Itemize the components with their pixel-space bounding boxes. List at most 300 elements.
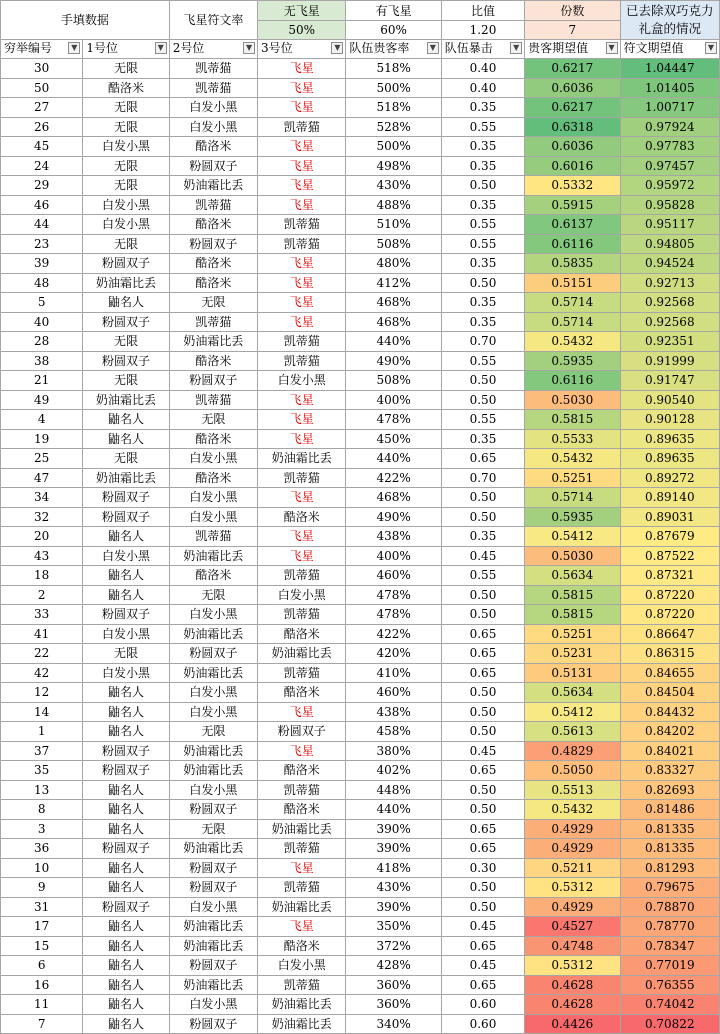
cell-rune-exp[interactable]: 0.77019 (620, 956, 719, 976)
cell-id[interactable]: 23 (1, 234, 83, 254)
cell-crit[interactable]: 0.50 (441, 585, 524, 605)
cell-id[interactable]: 5 (1, 293, 83, 313)
cell-pos2[interactable]: 酷洛米 (169, 273, 257, 293)
cell-guest-exp[interactable]: 0.4426 (525, 1014, 620, 1034)
cell-id[interactable]: 26 (1, 117, 83, 137)
cell-pos2[interactable]: 白发小黑 (169, 683, 257, 703)
cell-rune-exp[interactable]: 0.87220 (620, 605, 719, 625)
cell-id[interactable]: 33 (1, 605, 83, 625)
cell-crit[interactable]: 0.55 (441, 117, 524, 137)
cell-guest-rate[interactable]: 440% (346, 800, 441, 820)
cell-pos1[interactable]: 白发小黑 (83, 624, 169, 644)
cell-pos3[interactable]: 奶油霜比丢 (258, 1014, 346, 1034)
cell-rune-exp[interactable]: 0.76355 (620, 975, 719, 995)
cell-id[interactable]: 29 (1, 176, 83, 196)
cell-rune-exp[interactable]: 0.87321 (620, 566, 719, 586)
cell-pos1[interactable]: 粉圆双子 (83, 839, 169, 859)
cell-pos1[interactable]: 鼬名人 (83, 683, 169, 703)
cell-guest-exp[interactable]: 0.6116 (525, 371, 620, 391)
cell-crit[interactable]: 0.50 (441, 702, 524, 722)
cell-pos1[interactable]: 粉圆双子 (83, 488, 169, 508)
cell-pos2[interactable]: 凯蒂猫 (169, 527, 257, 547)
cell-pos2[interactable]: 酷洛米 (169, 137, 257, 157)
cell-guest-exp[interactable]: 0.6318 (525, 117, 620, 137)
cell-pos1[interactable]: 鼬名人 (83, 819, 169, 839)
cell-guest-rate[interactable]: 458% (346, 722, 441, 742)
cell-crit[interactable]: 0.35 (441, 527, 524, 547)
cell-guest-exp[interactable]: 0.5312 (525, 956, 620, 976)
cell-guest-rate[interactable]: 488% (346, 195, 441, 215)
cell-crit[interactable]: 0.50 (441, 683, 524, 703)
cell-pos1[interactable]: 鼬名人 (83, 585, 169, 605)
cell-rune-exp[interactable]: 0.81293 (620, 858, 719, 878)
cell-pos2[interactable]: 白发小黑 (169, 605, 257, 625)
cell-rune-exp[interactable]: 0.84021 (620, 741, 719, 761)
cell-rune-exp[interactable]: 0.91999 (620, 351, 719, 371)
cell-guest-rate[interactable]: 468% (346, 293, 441, 313)
cell-guest-exp[interactable]: 0.5412 (525, 527, 620, 547)
cell-guest-rate[interactable]: 498% (346, 156, 441, 176)
cell-pos3[interactable]: 奶油霜比丢 (258, 995, 346, 1015)
cell-guest-exp[interactable]: 0.5312 (525, 878, 620, 898)
cell-pos2[interactable]: 白发小黑 (169, 98, 257, 118)
cell-id[interactable]: 13 (1, 780, 83, 800)
cell-pos3[interactable]: 酷洛米 (258, 936, 346, 956)
cell-id[interactable]: 43 (1, 546, 83, 566)
cell-pos2[interactable]: 无限 (169, 585, 257, 605)
cell-id[interactable]: 27 (1, 98, 83, 118)
cell-pos3[interactable]: 凯蒂猫 (258, 215, 346, 235)
cell-pos3[interactable]: 白发小黑 (258, 585, 346, 605)
cell-pos2[interactable]: 白发小黑 (169, 780, 257, 800)
cell-pos1[interactable]: 鼬名人 (83, 527, 169, 547)
cell-pos3[interactable]: 白发小黑 (258, 371, 346, 391)
cell-guest-rate[interactable]: 468% (346, 488, 441, 508)
cell-pos2[interactable]: 无限 (169, 819, 257, 839)
cell-guest-exp[interactable]: 0.4929 (525, 819, 620, 839)
cell-guest-rate[interactable]: 500% (346, 137, 441, 157)
cell-pos3[interactable]: 飞星 (258, 702, 346, 722)
cell-id[interactable]: 36 (1, 839, 83, 859)
cell-crit[interactable]: 0.40 (441, 59, 524, 79)
cell-pos3[interactable]: 飞星 (258, 293, 346, 313)
cell-pos1[interactable]: 粉圆双子 (83, 761, 169, 781)
cell-guest-exp[interactable]: 0.5332 (525, 176, 620, 196)
cell-pos3[interactable]: 酷洛米 (258, 761, 346, 781)
cell-pos3[interactable]: 飞星 (258, 176, 346, 196)
cell-pos3[interactable]: 飞星 (258, 312, 346, 332)
cell-crit[interactable]: 0.65 (441, 839, 524, 859)
cell-id[interactable]: 12 (1, 683, 83, 703)
cell-guest-exp[interactable]: 0.4929 (525, 897, 620, 917)
cell-crit[interactable]: 0.65 (441, 975, 524, 995)
cell-guest-rate[interactable]: 360% (346, 975, 441, 995)
cell-crit[interactable]: 0.55 (441, 234, 524, 254)
cell-guest-exp[interactable]: 0.5915 (525, 195, 620, 215)
cell-crit[interactable]: 0.50 (441, 488, 524, 508)
cell-pos2[interactable]: 奶油霜比丢 (169, 975, 257, 995)
cell-crit[interactable]: 0.35 (441, 156, 524, 176)
cell-id[interactable]: 50 (1, 78, 83, 98)
cell-id[interactable]: 28 (1, 332, 83, 352)
cell-pos1[interactable]: 无限 (83, 644, 169, 664)
filter-dropdown-icon[interactable]: ▼ (510, 42, 522, 54)
cell-id[interactable]: 44 (1, 215, 83, 235)
cell-pos2[interactable]: 奶油霜比丢 (169, 839, 257, 859)
cell-guest-exp[interactable]: 0.5935 (525, 507, 620, 527)
cell-guest-exp[interactable]: 0.4748 (525, 936, 620, 956)
cell-rune-exp[interactable]: 0.95972 (620, 176, 719, 196)
cell-pos1[interactable]: 鼬名人 (83, 800, 169, 820)
cell-pos2[interactable]: 酷洛米 (169, 254, 257, 274)
cell-crit[interactable]: 0.50 (441, 878, 524, 898)
cell-guest-rate[interactable]: 360% (346, 995, 441, 1015)
cell-pos1[interactable]: 鼬名人 (83, 975, 169, 995)
cell-pos3[interactable]: 飞星 (258, 59, 346, 79)
cell-pos1[interactable]: 鼬名人 (83, 917, 169, 937)
cell-guest-exp[interactable]: 0.5030 (525, 390, 620, 410)
cell-pos1[interactable]: 鼬名人 (83, 566, 169, 586)
cell-crit[interactable]: 0.30 (441, 858, 524, 878)
cell-guest-exp[interactable]: 0.6116 (525, 234, 620, 254)
cell-pos1[interactable]: 鼬名人 (83, 995, 169, 1015)
cell-pos2[interactable]: 无限 (169, 410, 257, 430)
cell-guest-exp[interactable]: 0.6217 (525, 59, 620, 79)
with-flystar-value[interactable]: 60% (346, 21, 441, 40)
cell-pos1[interactable]: 酷洛米 (83, 78, 169, 98)
cell-crit[interactable]: 0.65 (441, 761, 524, 781)
cell-guest-exp[interactable]: 0.6036 (525, 137, 620, 157)
cell-pos1[interactable]: 无限 (83, 98, 169, 118)
cell-rune-exp[interactable]: 0.86315 (620, 644, 719, 664)
cell-pos2[interactable]: 酷洛米 (169, 566, 257, 586)
cell-pos3[interactable]: 凯蒂猫 (258, 332, 346, 352)
cell-pos1[interactable]: 无限 (83, 234, 169, 254)
cell-pos1[interactable]: 鼬名人 (83, 936, 169, 956)
cell-pos1[interactable]: 奶油霜比丢 (83, 273, 169, 293)
cell-crit[interactable]: 0.35 (441, 312, 524, 332)
cell-rune-exp[interactable]: 0.83327 (620, 761, 719, 781)
cell-rune-exp[interactable]: 0.84202 (620, 722, 719, 742)
cell-pos2[interactable]: 白发小黑 (169, 117, 257, 137)
cell-id[interactable]: 41 (1, 624, 83, 644)
cell-pos2[interactable]: 粉圆双子 (169, 878, 257, 898)
cell-guest-rate[interactable]: 478% (346, 410, 441, 430)
cell-id[interactable]: 1 (1, 722, 83, 742)
cell-pos3[interactable]: 凯蒂猫 (258, 234, 346, 254)
filter-dropdown-icon[interactable]: ▼ (427, 42, 439, 54)
cell-id[interactable]: 46 (1, 195, 83, 215)
cell-pos1[interactable]: 鼬名人 (83, 858, 169, 878)
cell-pos2[interactable]: 酷洛米 (169, 429, 257, 449)
cell-guest-rate[interactable]: 418% (346, 858, 441, 878)
cell-pos3[interactable]: 凯蒂猫 (258, 117, 346, 137)
cell-guest-rate[interactable]: 390% (346, 839, 441, 859)
cell-rune-exp[interactable]: 1.04447 (620, 59, 719, 79)
cell-pos1[interactable]: 白发小黑 (83, 546, 169, 566)
cell-pos1[interactable]: 鼬名人 (83, 878, 169, 898)
cell-pos3[interactable]: 酷洛米 (258, 507, 346, 527)
cell-crit[interactable]: 0.45 (441, 741, 524, 761)
cell-guest-exp[interactable]: 0.5432 (525, 449, 620, 469)
cell-guest-exp[interactable]: 0.5815 (525, 585, 620, 605)
cell-crit[interactable]: 0.70 (441, 468, 524, 488)
cell-pos1[interactable]: 鼬名人 (83, 722, 169, 742)
cell-id[interactable]: 32 (1, 507, 83, 527)
cell-guest-exp[interactable]: 0.5412 (525, 702, 620, 722)
cell-pos2[interactable]: 凯蒂猫 (169, 390, 257, 410)
cell-guest-rate[interactable]: 468% (346, 312, 441, 332)
ratio-value[interactable]: 1.20 (441, 21, 524, 40)
cell-crit[interactable]: 0.50 (441, 273, 524, 293)
cell-pos2[interactable]: 无限 (169, 722, 257, 742)
cell-guest-exp[interactable]: 0.5131 (525, 663, 620, 683)
cell-guest-rate[interactable]: 450% (346, 429, 441, 449)
cell-id[interactable]: 39 (1, 254, 83, 274)
cell-guest-rate[interactable]: 372% (346, 936, 441, 956)
cell-pos3[interactable]: 飞星 (258, 546, 346, 566)
cell-guest-rate[interactable]: 490% (346, 507, 441, 527)
cell-crit[interactable]: 0.50 (441, 605, 524, 625)
cell-rune-exp[interactable]: 0.81335 (620, 839, 719, 859)
cell-pos3[interactable]: 飞星 (258, 98, 346, 118)
cell-rune-exp[interactable]: 0.82693 (620, 780, 719, 800)
cell-pos1[interactable]: 无限 (83, 117, 169, 137)
cell-pos3[interactable]: 飞星 (258, 858, 346, 878)
cell-pos2[interactable]: 凯蒂猫 (169, 59, 257, 79)
cell-guest-rate[interactable]: 490% (346, 351, 441, 371)
cell-crit[interactable]: 0.60 (441, 995, 524, 1015)
cell-rune-exp[interactable]: 0.74042 (620, 995, 719, 1015)
cell-guest-exp[interactable]: 0.5815 (525, 605, 620, 625)
cell-id[interactable]: 6 (1, 956, 83, 976)
cell-pos1[interactable]: 鼬名人 (83, 1014, 169, 1034)
cell-rune-exp[interactable]: 0.91747 (620, 371, 719, 391)
cell-guest-rate[interactable]: 428% (346, 956, 441, 976)
cell-crit[interactable]: 0.65 (441, 624, 524, 644)
cell-pos3[interactable]: 飞星 (258, 410, 346, 430)
cell-rune-exp[interactable]: 0.87522 (620, 546, 719, 566)
filter-dropdown-icon[interactable]: ▼ (243, 42, 255, 54)
cell-crit[interactable]: 0.55 (441, 410, 524, 430)
cell-rune-exp[interactable]: 0.89635 (620, 429, 719, 449)
cell-pos1[interactable]: 无限 (83, 371, 169, 391)
cell-pos1[interactable]: 无限 (83, 176, 169, 196)
cell-pos3[interactable]: 奶油霜比丢 (258, 897, 346, 917)
cell-pos1[interactable]: 白发小黑 (83, 137, 169, 157)
cell-rune-exp[interactable]: 0.78870 (620, 897, 719, 917)
cell-crit[interactable]: 0.50 (441, 897, 524, 917)
cell-guest-exp[interactable]: 0.5835 (525, 254, 620, 274)
cell-rune-exp[interactable]: 0.79675 (620, 878, 719, 898)
cell-rune-exp[interactable]: 0.97783 (620, 137, 719, 157)
cell-id[interactable]: 16 (1, 975, 83, 995)
cell-pos3[interactable]: 飞星 (258, 137, 346, 157)
cell-pos3[interactable]: 奶油霜比丢 (258, 644, 346, 664)
cell-pos3[interactable]: 酷洛米 (258, 800, 346, 820)
cell-id[interactable]: 24 (1, 156, 83, 176)
cell-id[interactable]: 40 (1, 312, 83, 332)
cell-pos1[interactable]: 粉圆双子 (83, 605, 169, 625)
cell-rune-exp[interactable]: 0.94805 (620, 234, 719, 254)
cell-rune-exp[interactable]: 0.84432 (620, 702, 719, 722)
cell-id[interactable]: 2 (1, 585, 83, 605)
cell-pos3[interactable]: 奶油霜比丢 (258, 449, 346, 469)
cell-guest-rate[interactable]: 350% (346, 917, 441, 937)
cell-guest-rate[interactable]: 438% (346, 527, 441, 547)
cell-pos2[interactable]: 凯蒂猫 (169, 312, 257, 332)
cell-id[interactable]: 15 (1, 936, 83, 956)
cell-guest-exp[interactable]: 0.5714 (525, 293, 620, 313)
cell-guest-exp[interactable]: 0.5432 (525, 332, 620, 352)
cell-guest-exp[interactable]: 0.6137 (525, 215, 620, 235)
cell-rune-exp[interactable]: 0.81335 (620, 819, 719, 839)
filter-dropdown-icon[interactable]: ▼ (705, 42, 717, 54)
cell-id[interactable]: 4 (1, 410, 83, 430)
cell-pos2[interactable]: 粉圆双子 (169, 156, 257, 176)
cell-id[interactable]: 42 (1, 663, 83, 683)
cell-guest-rate[interactable]: 440% (346, 449, 441, 469)
cell-guest-rate[interactable]: 400% (346, 546, 441, 566)
cell-rune-exp[interactable]: 0.89635 (620, 449, 719, 469)
cell-pos1[interactable]: 鼬名人 (83, 429, 169, 449)
cell-rune-exp[interactable]: 0.81486 (620, 800, 719, 820)
cell-crit[interactable]: 0.55 (441, 351, 524, 371)
cell-guest-rate[interactable]: 480% (346, 254, 441, 274)
cell-crit[interactable]: 0.35 (441, 429, 524, 449)
cell-guest-rate[interactable]: 430% (346, 878, 441, 898)
cell-guest-rate[interactable]: 510% (346, 215, 441, 235)
cell-pos3[interactable]: 飞星 (258, 429, 346, 449)
cell-guest-exp[interactable]: 0.5251 (525, 624, 620, 644)
cell-guest-exp[interactable]: 0.5634 (525, 683, 620, 703)
cell-guest-rate[interactable]: 420% (346, 644, 441, 664)
cell-crit[interactable]: 0.45 (441, 956, 524, 976)
filter-dropdown-icon[interactable]: ▼ (68, 42, 80, 54)
cell-guest-exp[interactable]: 0.5634 (525, 566, 620, 586)
cell-id[interactable]: 37 (1, 741, 83, 761)
cell-pos2[interactable]: 白发小黑 (169, 488, 257, 508)
no-flystar-value[interactable]: 50% (258, 21, 346, 40)
cell-crit[interactable]: 0.50 (441, 800, 524, 820)
cell-guest-rate[interactable]: 422% (346, 468, 441, 488)
cell-guest-exp[interactable]: 0.5714 (525, 312, 620, 332)
cell-pos2[interactable]: 奶油霜比丢 (169, 546, 257, 566)
cell-rune-exp[interactable]: 0.89272 (620, 468, 719, 488)
cell-pos1[interactable]: 无限 (83, 59, 169, 79)
cell-crit[interactable]: 0.70 (441, 332, 524, 352)
cell-crit[interactable]: 0.65 (441, 644, 524, 664)
cell-id[interactable]: 38 (1, 351, 83, 371)
cell-pos1[interactable]: 鼬名人 (83, 410, 169, 430)
cell-id[interactable]: 11 (1, 995, 83, 1015)
cell-pos1[interactable]: 无限 (83, 332, 169, 352)
filter-dropdown-icon[interactable]: ▼ (606, 42, 618, 54)
cell-guest-rate[interactable]: 518% (346, 98, 441, 118)
cell-id[interactable]: 19 (1, 429, 83, 449)
cell-rune-exp[interactable]: 0.92568 (620, 312, 719, 332)
cell-pos2[interactable]: 粉圆双子 (169, 234, 257, 254)
cell-crit[interactable]: 0.50 (441, 722, 524, 742)
cell-guest-rate[interactable]: 340% (346, 1014, 441, 1034)
cell-pos2[interactable]: 酷洛米 (169, 215, 257, 235)
cell-id[interactable]: 48 (1, 273, 83, 293)
cell-guest-exp[interactable]: 0.6217 (525, 98, 620, 118)
cell-rune-exp[interactable]: 0.94524 (620, 254, 719, 274)
cell-pos1[interactable]: 奶油霜比丢 (83, 468, 169, 488)
cell-pos3[interactable]: 飞星 (258, 273, 346, 293)
cell-id[interactable]: 22 (1, 644, 83, 664)
cell-crit[interactable]: 0.35 (441, 254, 524, 274)
cell-rune-exp[interactable]: 0.86647 (620, 624, 719, 644)
cell-pos3[interactable]: 凯蒂猫 (258, 780, 346, 800)
cell-rune-exp[interactable]: 1.00717 (620, 98, 719, 118)
cell-id[interactable]: 47 (1, 468, 83, 488)
cell-guest-rate[interactable]: 460% (346, 566, 441, 586)
cell-pos3[interactable]: 凯蒂猫 (258, 663, 346, 683)
cell-pos3[interactable]: 飞星 (258, 527, 346, 547)
cell-crit[interactable]: 0.50 (441, 371, 524, 391)
cell-rune-exp[interactable]: 0.78347 (620, 936, 719, 956)
cell-pos1[interactable]: 粉圆双子 (83, 741, 169, 761)
cell-guest-rate[interactable]: 478% (346, 585, 441, 605)
cell-pos3[interactable]: 酷洛米 (258, 624, 346, 644)
cell-rune-exp[interactable]: 0.92568 (620, 293, 719, 313)
cell-crit[interactable]: 0.60 (441, 1014, 524, 1034)
cell-pos1[interactable]: 粉圆双子 (83, 897, 169, 917)
cell-guest-exp[interactable]: 0.5935 (525, 351, 620, 371)
cell-id[interactable]: 30 (1, 59, 83, 79)
cell-pos2[interactable]: 酷洛米 (169, 468, 257, 488)
cell-guest-exp[interactable]: 0.5251 (525, 468, 620, 488)
cell-crit[interactable]: 0.65 (441, 819, 524, 839)
cell-pos2[interactable]: 粉圆双子 (169, 800, 257, 820)
cell-guest-exp[interactable]: 0.4628 (525, 975, 620, 995)
filter-dropdown-icon[interactable]: ▼ (331, 42, 343, 54)
cell-guest-rate[interactable]: 438% (346, 702, 441, 722)
cell-guest-exp[interactable]: 0.6016 (525, 156, 620, 176)
cell-pos2[interactable]: 凯蒂猫 (169, 195, 257, 215)
cell-pos3[interactable]: 飞星 (258, 156, 346, 176)
cell-pos2[interactable]: 酷洛米 (169, 351, 257, 371)
cell-rune-exp[interactable]: 0.87220 (620, 585, 719, 605)
cell-pos3[interactable]: 酷洛米 (258, 683, 346, 703)
cell-pos2[interactable]: 粉圆双子 (169, 644, 257, 664)
cell-guest-exp[interactable]: 0.5533 (525, 429, 620, 449)
cell-pos3[interactable]: 白发小黑 (258, 956, 346, 976)
cell-guest-rate[interactable]: 518% (346, 59, 441, 79)
cell-rune-exp[interactable]: 0.92713 (620, 273, 719, 293)
cell-rune-exp[interactable]: 0.89140 (620, 488, 719, 508)
cell-pos3[interactable]: 粉圆双子 (258, 722, 346, 742)
cell-guest-exp[interactable]: 0.5513 (525, 780, 620, 800)
cell-id[interactable]: 31 (1, 897, 83, 917)
cell-guest-rate[interactable]: 500% (346, 78, 441, 98)
cell-guest-exp[interactable]: 0.4527 (525, 917, 620, 937)
cell-guest-rate[interactable]: 528% (346, 117, 441, 137)
cell-guest-exp[interactable]: 0.5613 (525, 722, 620, 742)
cell-pos3[interactable]: 飞星 (258, 78, 346, 98)
cell-crit[interactable]: 0.65 (441, 449, 524, 469)
cell-crit[interactable]: 0.40 (441, 78, 524, 98)
cell-pos3[interactable]: 凯蒂猫 (258, 351, 346, 371)
cell-guest-rate[interactable]: 460% (346, 683, 441, 703)
cell-pos1[interactable]: 粉圆双子 (83, 351, 169, 371)
cell-id[interactable]: 14 (1, 702, 83, 722)
cell-guest-exp[interactable]: 0.5030 (525, 546, 620, 566)
cell-pos2[interactable]: 奶油霜比丢 (169, 741, 257, 761)
cell-crit[interactable]: 0.35 (441, 98, 524, 118)
